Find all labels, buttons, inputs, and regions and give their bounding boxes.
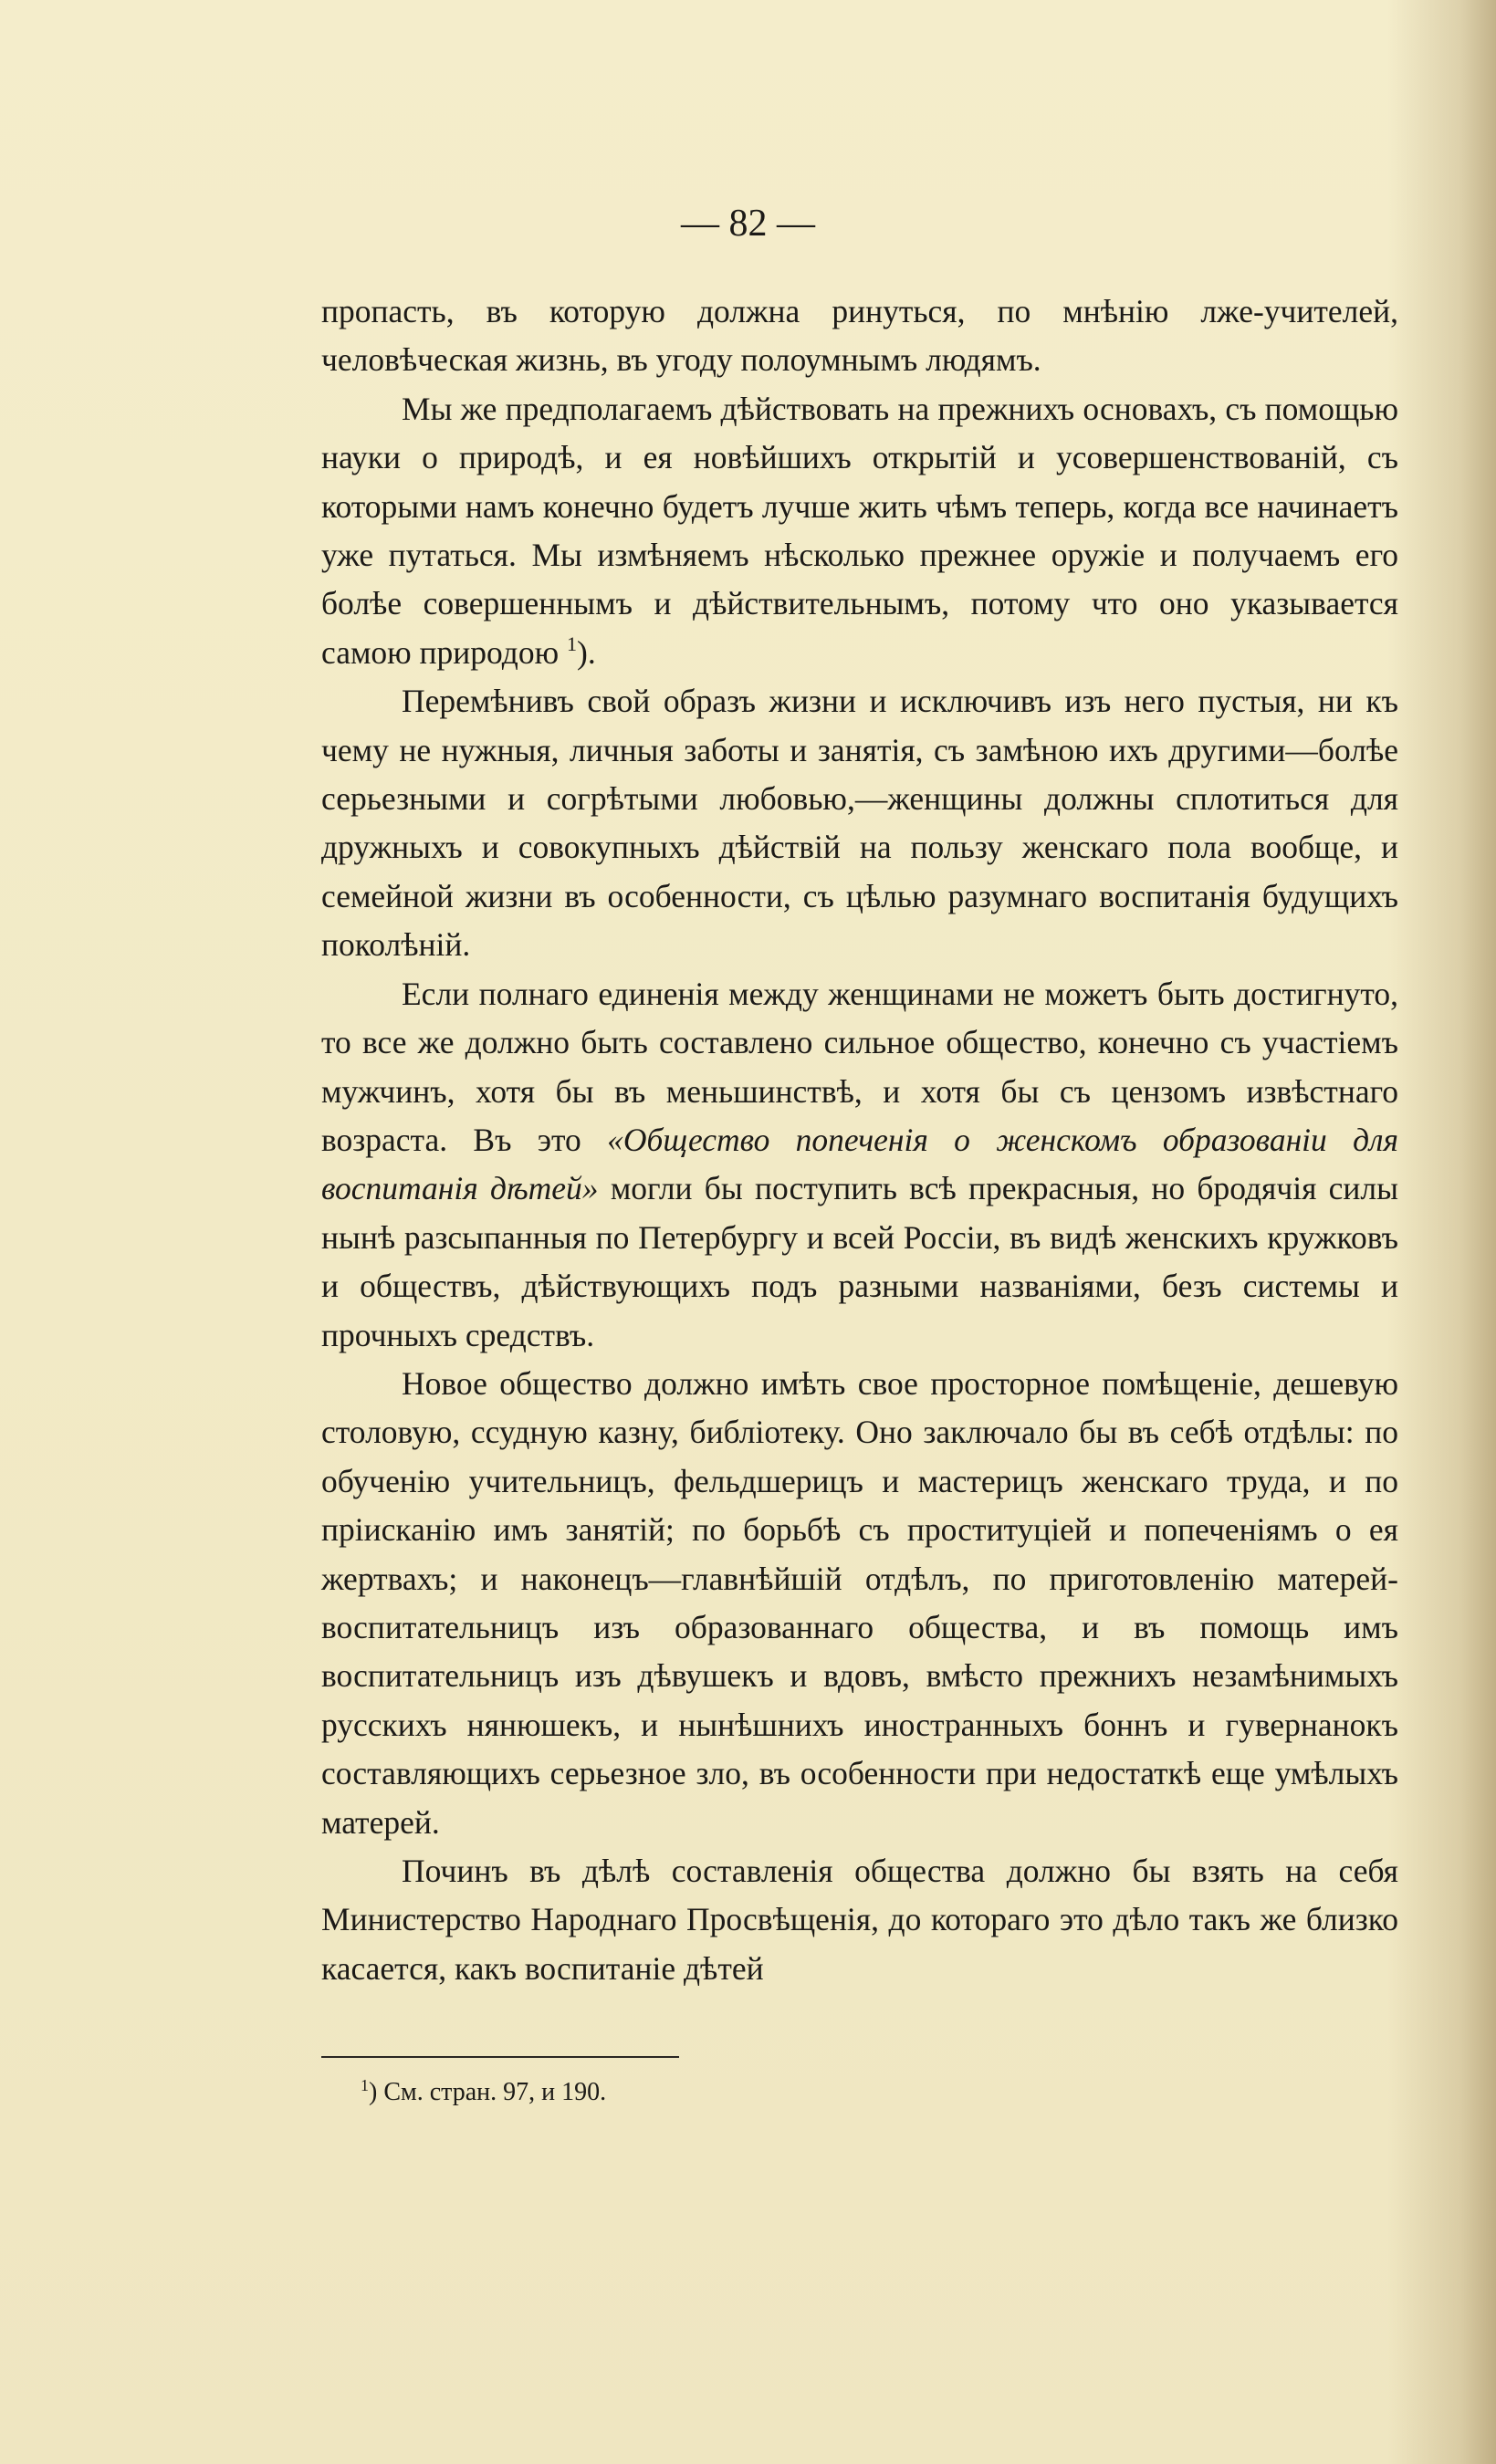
body-text	[321, 287, 1398, 1993]
paragraph-5: Новое общество должно имѣть свое просторное помѣщеніе, дешевую столовую, ссудную казну, библіотеку. Оно заключало бы въ себѣ отдѣлы: по обученію учительницъ, фельдшерицъ и мастерицъ женскаго труда, и по пріисканію имъ занятій; по борьбѣ съ проституціей и попеченіямъ о ея жертвахъ; и наконецъ—главнѣйшій отдѣлъ, по приготовленію матерей-воспитательницъ изъ образованнаго общества, и въ помощь имъ воспитательницъ изъ дѣвушекъ и вдовъ, вмѣсто прежнихъ незамѣнимыхъ русскихъ нянюшекъ, и нынѣшнихъ иностранныхъ боннъ и гувернанокъ составляющихъ серьезное зло, въ особенности при недостаткѣ еще умѣлыхъ матерей.	[321, 1364, 1398, 1841]
footnote-reference: 1	[567, 632, 577, 655]
footnote-text: ) См. стран. 97, и 190.	[369, 2078, 607, 2106]
footnote-divider	[321, 2056, 679, 2058]
paragraph-6: Починъ въ дѣлѣ составленія общества должно бы взять на себя Министерство Народнаго Просвѣщенія, до котораго это дѣло такъ же близко касается, какъ воспитаніе дѣтей	[321, 1853, 1398, 1987]
paragraph-4-text-b: могли бы поступить всѣ прекрасныя, но бродячія силы нынѣ разсыпанныя по Петербургу и всей Россіи, въ видѣ женскихъ кружковъ и обществъ, дѣйствующихъ подъ разными названіями, безъ системы и прочныхъ средствъ.	[321, 1170, 1398, 1353]
footnote	[361, 2074, 606, 2111]
footnote-marker: 1	[361, 2076, 369, 2094]
paragraph-2-end: ).	[577, 633, 596, 671]
paragraph-3: Перемѣнивъ свой образъ жизни и исключивъ изъ него пустыя, ни къ чему не нужныя, личныя заботы и занятія, съ замѣною ихъ другими—болѣе серьезными и согрѣтыми любовью,—женщины должны сплотиться для дружныхъ и совокупныхъ дѣйствій на пользу женскаго пола вообще, и семейной жизни въ особенности, съ цѣлью разумнаго воспитанія будущихъ поколѣній.	[321, 683, 1398, 964]
paragraph-4-text-a: Если полнаго единенія между женщинами не можетъ быть достигнуто, то все же должно быть составлено сильное общество, конечно съ участіемъ мужчинъ, хотя бы въ меньшинствѣ, и хотя бы съ цензомъ извѣстнаго возраста. Въ это	[321, 975, 1398, 1158]
paragraph-2-text: Мы же предполагаемъ дѣйствовать на прежнихъ основахъ, съ помощью науки о природѣ, и ея новѣйшихъ открытій и усовершенствованій, съ которыми намъ конечно будетъ лучше жить чѣмъ теперь, когда все начинаетъ уже путаться. Мы измѣняемъ нѣсколько прежнее оружіе и получаемъ его болѣе совершеннымъ и дѣйствительнымъ, потому что оно указывается самою природою	[321, 390, 1398, 671]
page-number: — 82 —	[681, 203, 815, 245]
paragraph-4	[321, 970, 1398, 1360]
society-name-italic: «Общество попеченія о женскомъ образованіи для воспитанія дѣтей»	[321, 1121, 1399, 1207]
paragraph-2	[321, 385, 1398, 677]
paragraph-continuation: пропасть, въ которую должна ринуться, по мнѣнію лже-учителей, человѣческая жизнь, въ угоду полоумнымъ людямъ.	[321, 293, 1398, 379]
